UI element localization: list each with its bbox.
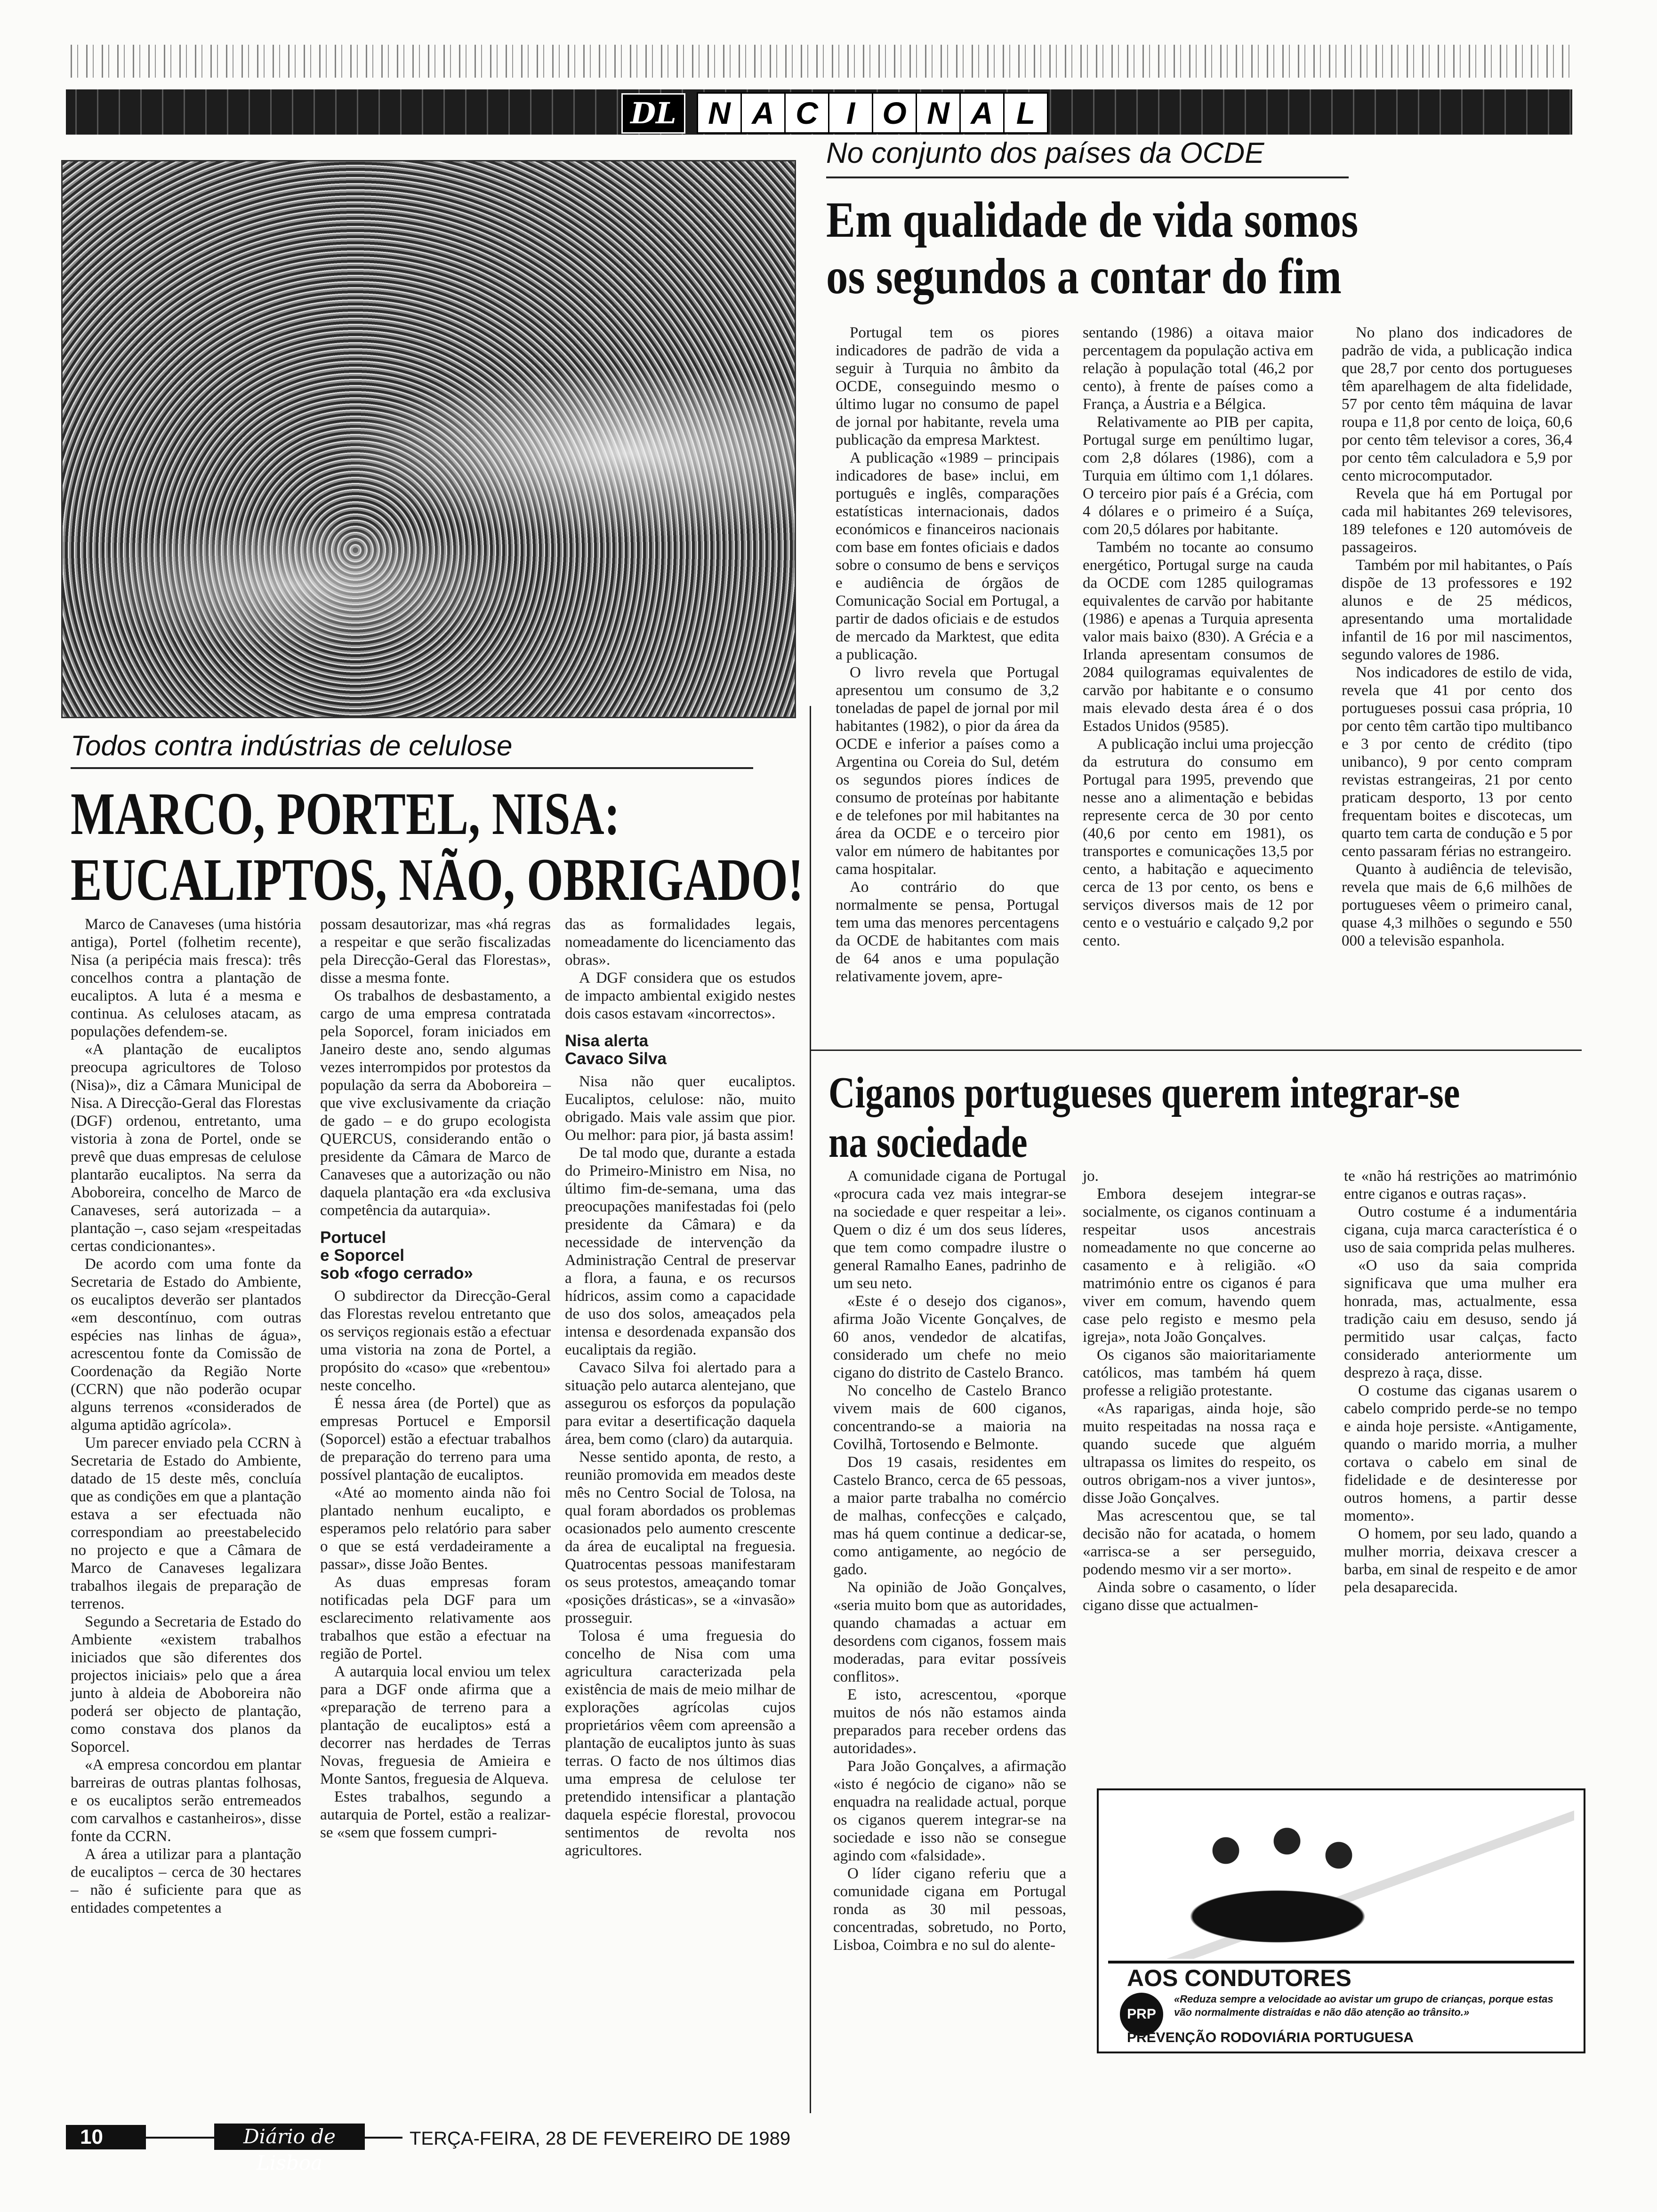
ciganos-column-2 <box>1083 1167 1316 1614</box>
celulose-column-3 <box>565 915 796 1859</box>
section-letter: L <box>1003 92 1048 134</box>
subheading-portucel <box>320 1229 551 1282</box>
page-number: 10 <box>66 2125 146 2149</box>
paragraph: «As raparigas, ainda hoje, são muito respeitadas na nossa raça e quando sucede que alguém ultrapassa os limites do respeito, os outros obrigam-nos a viver juntos», disse João Gonçalves. <box>1083 1400 1316 1507</box>
paragraph: jo. <box>1083 1168 1099 1185</box>
paragraph: O líder cigano referiu que a comunidade cigana em Portugal ronda as 30 mil pessoas, concentradas, sobretudo, no Porto, Lisboa, Coimbra e no sul do alente- <box>833 1865 1066 1954</box>
ocde-title-line-2: os segundos a contar do fim <box>826 248 1342 305</box>
paragraph: possam desautorizar, mas «há regras a respeitar e que serão fiscalizadas pela Direcção-Geral das Florestas», disse a mesma fonte. <box>320 916 551 986</box>
ocde-column-1 <box>836 324 1059 986</box>
subheading-line: e Soporcel <box>320 1246 404 1265</box>
paragraph: te «não há restrições ao matrimónio entre ciganos e outras raças». <box>1344 1168 1577 1202</box>
ad-rule <box>1108 1961 1574 1964</box>
paragraph: Nesse sentido aponta, de resto, a reunião promovida em meados deste mês no Centro Social de Tolosa, na qual foram abordados os problemas ocasionados pelo aumento crescente da área de eucaliptal na freguesia. Quatrocentas pessoas manifestaram os seus protestos, ameaçando tomar «posições drásticas», se a «invasão» prosseguir. <box>565 1449 796 1627</box>
paragraph: Nos indicadores de estilo de vida, revela que 41 por cento dos portugueses possui casa própria, 10 por cento têm cartão tipo multibanco e 3 por cento de crédito (tipo unibanco), 9 por cento compram revistas estrangeiras, 21 por cento praticam desporto, 13 por cento frequentam boites e discotecas, um quarto tem carta de condução e 5 por cento passaram férias no estrangeiro. <box>1342 664 1572 860</box>
ad-footer: PREVENÇÃO RODOVIÁRIA PORTUGUESA <box>1127 2030 1414 2045</box>
paragraph: Os trabalhos de desbastamento, a cargo de uma empresa contratada pela Soporcel, foram iniciados em Janeiro deste ano, sendo algumas vezes interrompidos por protestos da população da serra da Aboboreira – que vive exclusivamente da criação de gado – e do grupo ecologista QUERCUS, considerando então o presidente da Câmara de Marco de Canaveses que a autorização ou não daquela plantação era «da exclusiva competência da autarquia». <box>320 987 551 1219</box>
section-letter: N <box>916 92 961 134</box>
paragraph: Portugal tem os piores indicadores de padrão de vida a seguir à Turquia no âmbito da OCDE, conseguindo mesmo o último lugar no consumo de papel de jornal por habitante, revela uma publicação da empresa Marktest. <box>836 324 1059 449</box>
section-letter: N <box>697 92 742 134</box>
paragraph: Também por mil habitantes, o País dispõe de 13 professores e 192 alunos e de 25 médicos, apresentando uma mortalidade infantil de 16 por mil nascimentos, segundo valores de 1986. <box>1342 557 1572 663</box>
ad-quote: «Reduza sempre a velocidade ao avistar um grupo de crianças, porque estas vão normalmente distraídas e não dão atenção ao trânsito.» <box>1174 1993 1553 2018</box>
paragraph: Cavaco Silva foi alertado para a situação pelo autarca alentejano, que assegurou os esforços da população para evitar a desertificação daquela área, bem como (claro) da autarquia. <box>565 1359 796 1448</box>
paragraph: O subdirector da Direcção-Geral das Florestas revelou entretanto que os serviços regionais estão a efectuar uma vistoria na zona de Portel, a propósito do «caso» que «rebentou» neste concelho. <box>320 1288 551 1394</box>
paragraph: Revela que há em Portugal por cada mil habitantes 269 televisores, 189 telefones e 120 automóveis de passageiros. <box>1342 485 1572 556</box>
paragraph: De tal modo que, durante a estada do Primeiro-Ministro em Nisa, no último fim-de-semana, uma das preocupações manifestadas foi (pelo presidente da Câmara) e da necessidade de intervenção da Administração Central de preservar a flora, a fauna, e os recursos hídricos, assim como a capacidade de uso dos solos, ameaçados pela intensa e desordenada expansão dos eucaliptais da região. <box>565 1145 796 1358</box>
paragraph: A autarquia local enviou um telex para a DGF onde afirma que a «preparação de terreno para a plantação de eucaliptos» está a decorrer nas herdades de Terras Novas, freguesia de Amieira e Monte Santos, freguesia de Alqueva. <box>320 1663 551 1787</box>
paragraph: E isto, acrescentou, «porque muitos de nós não estamos ainda preparados para receber ordens das autoridades». <box>833 1686 1066 1757</box>
kicker-rule <box>71 767 753 769</box>
ciganos-column-3 <box>1344 1167 1577 1596</box>
paragraph: Estes trabalhos, segundo a autarquia de Portel, estão a realizar-se «sem que fossem cumpri- <box>320 1788 551 1841</box>
paragraph: A DGF considera que os estudos de impacto ambiental exigido nestes dois casos estavam «incorrectos». <box>565 970 796 1022</box>
celulose-column-2 <box>320 915 551 1842</box>
paragraph: A publicação «1989 – principais indicadores de base» inclui, em português e inglês, comparações estatísticas internacionais, dados económicos e financeiros nacionais com base em fontes oficiais e dados sobre o consumo de bens e serviços e audiência de órgãos de Comunicação Social em Portugal, a partir de dados oficiais e de estudos de mercado da Marktest, que edita a publicação. <box>836 449 1059 663</box>
prp-logo: PRP <box>1120 1993 1163 2036</box>
paragraph: Mas acrescentou que, se tal decisão não for acatada, o homem «arrisca-se a ser perseguido, podendo mesmo vir a ser morto». <box>1083 1507 1316 1578</box>
paragraph: Ainda sobre o casamento, o líder cigano disse que actualmen- <box>1083 1579 1316 1614</box>
paragraph: Para João Gonçalves, a afirmação «isto é negócio de cigano» não se enquadra na realidade actual, porque os ciganos querem integrar-se na sociedade e isso não se consegue agindo com «falsidade». <box>833 1758 1066 1864</box>
ciganos-title-line-1: Ciganos portugueses querem integrar-se <box>828 1068 1460 1117</box>
subheading-nisa <box>565 1032 796 1068</box>
ciganos-column-1 <box>833 1167 1066 1954</box>
paragraph: Tolosa é uma freguesia do concelho de Nisa com uma agricultura caracterizada pela existência de mais de meio milhar de explorações agrícolas cujos proprietários vêem com apreensão a plantação de eucaliptos junto às suas terras. O facto de nos últimos dias uma empresa de celulose ter pretendido intensificar a plantação daquela espécie florestal, provocou sentimentos de revolta nos agricultores. <box>565 1627 796 1859</box>
paragraph: O livro revela que Portugal apresentou um consumo de 3,2 toneladas de papel de jornal por mil habitantes (1982), o pior da área da OCDE e inferior a países como a Argentina ou Coreia do Sul, detém os segundos piores índices de consumo de proteínas por habitante e de telefones por mil habitantes na área da OCDE e o terceiro pior valor em número de habitantes por cama hospitalar. <box>836 664 1059 878</box>
paragraph: Na opinião de João Gonçalves, «seria muito bom que as autoridades, quando chamadas a actuar em desordens com ciganos, fossem mais moderadas, para evitar possíveis conflitos». <box>833 1579 1066 1685</box>
article-divider <box>810 1050 1582 1051</box>
paragraph: Os ciganos são maioritariamente católicos, mas também há quem professe a religião protestante. <box>1083 1346 1316 1399</box>
paragraph: O homem, por seu lado, quando a mulher morria, deixava crescer a barba, em sinal de respeito e de amor pela desaparecida. <box>1344 1525 1577 1596</box>
subheading-line: Cavaco Silva <box>565 1050 667 1068</box>
ad-title: AOS CONDUTORES <box>1127 1965 1351 1991</box>
footer-rule <box>146 2137 214 2139</box>
paragraph: Nisa não quer eucaliptos. Eucaliptos, celulose: não, muito obrigado. Mais vale assim que pior. Ou melhor: para pior, já basta assim! <box>565 1073 796 1144</box>
section-letter: I <box>828 92 873 134</box>
section-title <box>697 92 1047 134</box>
paragraph: Relativamente ao PIB per capita, Portugal surge em penúltimo lugar, com 2,8 dólares (1986), com a Turquia em último com 1,1 dólares. O terceiro pior país é a Grécia, com 4 dólares e o primeiro é a Suíça, com 20,5 dólares por habitante. <box>1083 414 1313 538</box>
road-safety-ad <box>1097 1788 1585 2053</box>
paragraph: Um parecer enviado pela CCRN à Secretaria de Estado do Ambiente, datado de 15 deste mês, concluía que as condições em que a plantação estava a ser efectuada não correspondiam ao preestabelecido no projecto e que a Câmara de Marco de Canaveses legalizara trabalhos ilegais de preparação de terrenos. <box>71 1435 301 1612</box>
paragraph: Outro costume é a indumentária cigana, cuja marca característica é o uso de saia comprida pelas mulheres. <box>1344 1203 1577 1256</box>
paragraph: É nessa área (de Portel) que as empresas Portucel e Emporsil (Soporcel) estão a efectuar trabalhos de preparação do terreno para uma possível plantação de eucaliptos. <box>320 1395 551 1483</box>
ocde-title-line-1: Em qualidade de vida somos <box>826 192 1359 248</box>
paragraph: Ao contrário do que normalmente se pensa, Portugal tem uma das menores percentagens da OCDE de habitantes com mais de 64 anos e uma população relativamente jovem, apre- <box>836 879 1059 985</box>
paragraph: sentando (1986) a oitava maior percentagem da população activa em relação à população total (46,2 por cento), à frente de países como a França, a Áustria e a Bélgica. <box>1083 324 1313 413</box>
celulose-title-line-1: MARCO, PORTEL, NISA: <box>71 780 620 847</box>
paragraph: Também no tocante ao consumo energético, Portugal surge na cauda da OCDE com 1285 quilogramas equivalentes de carvão por habitante (1986) e apenas a Turquia apresenta valor mais baixo (830). A Grécia e a Irlanda apresentam consumos de 2084 quilogramas equivalentes de carvão por habitante e o consumo mais elevado desta área é o dos Estados Unidos (9585). <box>1083 539 1313 735</box>
paragraph: «Até ao momento ainda não foi plantado nenhum eucalipto, e esperamos pelo relatório para saber o que se está verdadeiramente a passar», disse João Bentes. <box>320 1484 551 1573</box>
paragraph: O costume das ciganas usarem o cabelo comprido perde-se no tempo e ainda hoje persiste. «Antigamente, quando o marido morria, a mulher cortava o cabelo em sinal de fidelidade e de desinteresse por outros homens, a partir desse momento». <box>1344 1382 1577 1524</box>
ocde-column-2 <box>1083 324 1313 950</box>
paragraph: Dos 19 casais, residentes em Castelo Branco, cerca de 65 pessoas, a maior parte trabalha no comércio de malhas, confecções e calçado, mas há quem continue a dedicar-se, como antigamente, ao negócio de gado. <box>833 1454 1066 1578</box>
subheading-line: Portucel <box>320 1228 386 1247</box>
paragraph: No plano dos indicadores de padrão de vida, a publicação indica que 28,7 por cento dos portugueses têm aparelhagem de alta fidelidade, 57 por cento têm máquina de lavar roupa e 11,8 por cento de loiça, 60,6 por cento têm televisor a cores, 36,4 por cento têm calculadora e 5,9 por cento microcomputador. <box>1342 324 1572 484</box>
paragraph: das as formalidades legais, nomeadamente do licenciamento das obras». <box>565 916 796 969</box>
ocde-kicker: No conjunto dos países da OCDE <box>826 137 1264 169</box>
paragraph: A área a utilizar para a plantação de eucaliptos – cerca de 30 hectares – não é suficiente para que as entidades competentes a <box>71 1846 301 1916</box>
footer-rule <box>365 2137 402 2139</box>
column-divider <box>810 706 811 2113</box>
section-letter: O <box>872 92 917 134</box>
header-ornament <box>71 45 1577 78</box>
paragraph: Segundo a Secretaria de Estado do Ambiente «existem trabalhos iniciados que são diferentes dos projectos iniciais» pelo que a área junto à aldeia de Aboboreira não poderá ser objecto de plantação, como constava dos planos da Soporcel. <box>71 1613 301 1755</box>
ciganos-title-line-2: na sociedade <box>828 1118 1028 1167</box>
children-and-car-illustration <box>1108 1799 1574 1959</box>
paragraph: A comunidade cigana de Portugal «procura cada vez mais integrar-se na sociedade e quer respeitar a lei». Quem o diz é um dos seus líderes, que tem como compadre ilustre o general Ramalho Eanes, padrinho de um seu neto. <box>833 1168 1066 1292</box>
subheading-line: sob «fogo cerrado» <box>320 1264 473 1282</box>
publication-date: TERÇA-FEIRA, 28 DE FEVEREIRO DE 1989 <box>410 2128 791 2149</box>
paragraph: «O uso da saia comprida significava que uma mulher era honrada, mas, actualmente, essa tradição caiu em desuso, sendo já permitido usar calças, facto considerado anteriormente um desprezo à raça, disse. <box>1344 1257 1577 1381</box>
section-letter: A <box>740 92 786 134</box>
ocde-column-3 <box>1342 324 1572 950</box>
paragraph: «A empresa concordou em plantar barreiras de outras plantas folhosas, e os eucaliptos serão entremeados com carvalhos e castanheiros», disse fonte da CCRN. <box>71 1756 301 1845</box>
paragraph: «A plantação de eucaliptos preocupa agricultores de Toloso (Nisa)», diz a Câmara Municipal de Nisa. A Direcção-Geral das Florestas (DGF) ordenou, entretanto, uma vistoria à zona de Portel, onde se prevê que duas empresas de celulose plantarão eucaliptos. Na serra da Aboboreira, concelho de Marco de Canaveses, será autorizada – a plantação –, caso sejam «respeitadas certas condicionantes». <box>71 1041 301 1255</box>
section-letter: A <box>959 92 1005 134</box>
paragraph: Quanto à audiência de televisão, revela que mais de 6,6 milhões de portugueses vêem o primeiro canal, quase 4,3 milhões o segundo e 550 000 a televisão espanhola. <box>1342 861 1572 949</box>
paragraph: «Este é o desejo dos ciganos», afirma João Vicente Gonçalves, de 60 anos, vendedor de alcatifas, considerado um chefe no meio cigano do distrito de Castelo Branco. <box>833 1293 1066 1381</box>
paragraph: As duas empresas foram notificadas pela DGF para um esclarecimento relativamente aos trabalhos que estão a efectuar na região de Portel. <box>320 1574 551 1662</box>
paragraph: No concelho de Castelo Branco vivem mais de 600 ciganos, concentrando-se a maioria na Covilhã, Tortosendo e Belmonte. <box>833 1382 1066 1453</box>
paragraph: Marco de Canaveses (uma história antiga), Portel (folhetim recente), Nisa (a peripécia mais fresca): três concelhos contra a plantação de eucaliptos. A luta é a mesma e continua. As celuloses atacam, as populações defendem-se. <box>71 916 301 1040</box>
footer-masthead: Diário de Lisboa <box>214 2124 365 2150</box>
paragraph: De acordo com uma fonte da Secretaria de Estado do Ambiente, os eucaliptos deverão ser plantados «em descontínuo, com outras espécies nas linhas de água», acrescentou fonte da Comissão de Coordenação da Região Norte (CCRN) que não poderão ocupar alguns terrenos «considerados de alguma aptidão agrícola». <box>71 1256 301 1434</box>
paragraph: A publicação inclui uma projecção da estrutura do consumo em Portugal para 1995, prevendo que nesse ano a alimentação e bebidas represente cerca de 30 por cento (40,6 por cento em 1981), os transportes e comunicações 13,5 por cento, a habitação e aquecimento cerca de 13 por cento, os bens e serviços diversos mais de 12 por cento e o vestuário e calçado 9,2 por cento. <box>1083 736 1313 949</box>
celulose-column-1 <box>71 915 301 1917</box>
subheading-line: Nisa alerta <box>565 1032 649 1050</box>
kicker-rule <box>826 176 1349 178</box>
section-letter: C <box>784 92 829 134</box>
paragraph: Embora desejem integrar-se socialmente, os ciganos continuam a respeitar usos ancestrais nomeadamente no que concerne ao casamento e à religião. «O matrimónio entre os ciganos é para viver em comum, havendo quem case pelo registo e mesmo pela igreja», nota João Gonçalves. <box>1083 1186 1316 1346</box>
newspaper-logo: DL <box>621 93 685 134</box>
celulose-title-line-2: EUCALIPTOS, NÃO, OBRIGADO! <box>71 846 804 913</box>
eucalyptus-hillside-photo <box>61 160 796 718</box>
celulose-kicker: Todos contra indústrias de celulose <box>71 730 513 761</box>
